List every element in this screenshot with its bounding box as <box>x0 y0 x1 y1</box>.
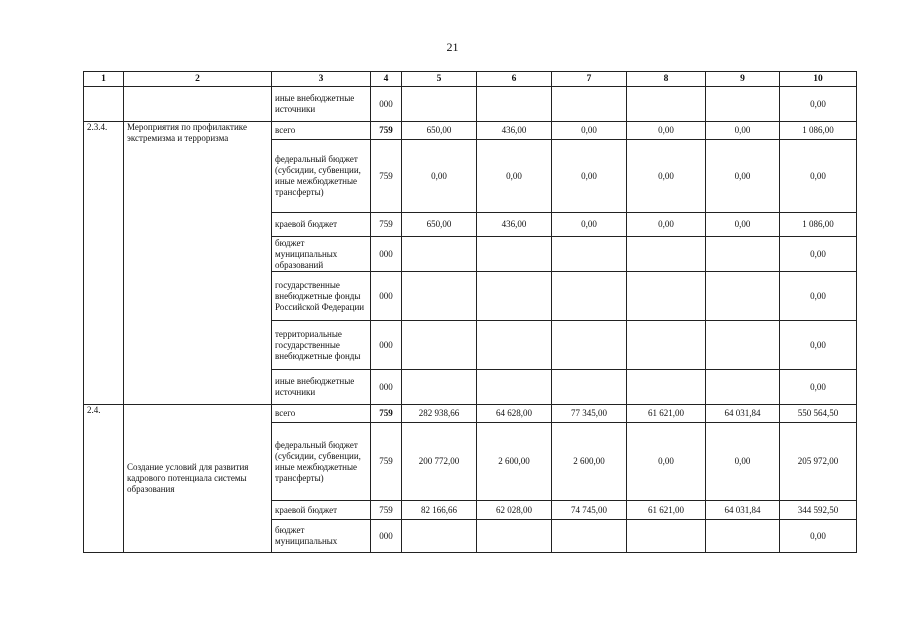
header-col-9: 9 <box>706 72 780 87</box>
amount-cell <box>552 87 627 122</box>
amount-cell: 0,00 <box>627 213 706 237</box>
funding-source-cell: краевой бюджет <box>272 501 371 520</box>
item-name-cell <box>124 87 272 122</box>
amount-cell <box>402 370 477 405</box>
header-col-7: 7 <box>552 72 627 87</box>
header-row <box>84 72 857 87</box>
funding-source-cell: федеральный бюджет (субсидии, субвенции, иные межбюджетные трансферты) <box>272 423 371 501</box>
header-col-2: 2 <box>124 72 272 87</box>
header-col-5: 5 <box>402 72 477 87</box>
amount-cell: 0,00 <box>627 122 706 140</box>
amount-cell: 1 086,00 <box>780 122 857 140</box>
item-number-cell <box>84 87 124 122</box>
table-row <box>84 122 857 140</box>
funding-source-cell: федеральный бюджет (субсидии, субвенции, иные межбюджетные трансферты) <box>272 140 371 213</box>
header-col-8: 8 <box>627 72 706 87</box>
amount-cell: 0,00 <box>706 213 780 237</box>
code-cell: 000 <box>371 87 402 122</box>
code-cell: 759 <box>371 213 402 237</box>
amount-cell: 344 592,50 <box>780 501 857 520</box>
amount-cell: 0,00 <box>780 237 857 272</box>
page-number: 21 <box>446 40 459 54</box>
amount-cell: 61 621,00 <box>627 501 706 520</box>
amount-cell: 0,00 <box>780 272 857 321</box>
amount-cell <box>477 272 552 321</box>
amount-cell <box>706 272 780 321</box>
code-cell: 759 <box>371 140 402 213</box>
header-col-1: 1 <box>84 72 124 87</box>
amount-cell <box>552 272 627 321</box>
amount-cell: 0,00 <box>780 321 857 370</box>
amount-cell: 0,00 <box>402 140 477 213</box>
amount-cell: 61 621,00 <box>627 405 706 423</box>
amount-cell <box>552 520 627 553</box>
header-col-10: 10 <box>780 72 857 87</box>
header-col-3: 3 <box>272 72 371 87</box>
amount-cell: 62 028,00 <box>477 501 552 520</box>
amount-cell <box>477 321 552 370</box>
amount-cell: 0,00 <box>706 140 780 213</box>
amount-cell <box>552 237 627 272</box>
table-row <box>84 405 857 423</box>
amount-cell <box>706 520 780 553</box>
item-number-cell: 2.4. <box>84 405 124 553</box>
code-cell: 759 <box>371 405 402 423</box>
amount-cell: 64 628,00 <box>477 405 552 423</box>
amount-cell <box>627 370 706 405</box>
amount-cell: 2 600,00 <box>477 423 552 501</box>
amount-cell <box>706 321 780 370</box>
header-col-4: 4 <box>371 72 402 87</box>
amount-cell <box>402 520 477 553</box>
item-name-cell: Мероприятия по профилактике экстремизма и терроризма <box>124 122 272 405</box>
amount-cell <box>477 520 552 553</box>
item-number-cell: 2.3.4. <box>84 122 124 405</box>
amount-cell <box>477 237 552 272</box>
amount-cell <box>706 370 780 405</box>
amount-cell: 0,00 <box>552 140 627 213</box>
amount-cell: 0,00 <box>477 140 552 213</box>
amount-cell <box>552 370 627 405</box>
amount-cell: 200 772,00 <box>402 423 477 501</box>
amount-cell <box>627 520 706 553</box>
amount-cell <box>402 272 477 321</box>
item-name-cell: Создание условий для развития кадрового потенциала системы образования <box>124 405 272 553</box>
amount-cell: 436,00 <box>477 213 552 237</box>
amount-cell <box>627 272 706 321</box>
amount-cell: 0,00 <box>780 370 857 405</box>
amount-cell: 0,00 <box>706 122 780 140</box>
amount-cell: 650,00 <box>402 213 477 237</box>
funding-source-cell: бюджет муниципальных <box>272 520 371 553</box>
code-cell: 759 <box>371 501 402 520</box>
amount-cell: 0,00 <box>780 140 857 213</box>
amount-cell: 205 972,00 <box>780 423 857 501</box>
header-col-6: 6 <box>477 72 552 87</box>
amount-cell <box>552 321 627 370</box>
funding-source-cell: иные внебюджетные источники <box>272 370 371 405</box>
funding-source-cell: всего <box>272 122 371 140</box>
amount-cell <box>627 237 706 272</box>
amount-cell: 64 031,84 <box>706 501 780 520</box>
amount-cell <box>402 237 477 272</box>
amount-cell <box>627 321 706 370</box>
amount-cell: 0,00 <box>552 122 627 140</box>
amount-cell: 550 564,50 <box>780 405 857 423</box>
amount-cell: 82 166,66 <box>402 501 477 520</box>
amount-cell: 650,00 <box>402 122 477 140</box>
amount-cell: 436,00 <box>477 122 552 140</box>
amount-cell <box>706 237 780 272</box>
code-cell: 759 <box>371 423 402 501</box>
funding-source-cell: краевой бюджет <box>272 213 371 237</box>
amount-cell: 0,00 <box>552 213 627 237</box>
budget-table <box>83 71 857 553</box>
amount-cell: 64 031,84 <box>706 405 780 423</box>
amount-cell <box>706 87 780 122</box>
amount-cell <box>627 87 706 122</box>
funding-source-cell: иные внебюджетные источники <box>272 87 371 122</box>
funding-source-cell: территориальные государственные внебюджетные фонды <box>272 321 371 370</box>
funding-source-cell: всего <box>272 405 371 423</box>
code-cell: 000 <box>371 237 402 272</box>
amount-cell: 74 745,00 <box>552 501 627 520</box>
table-row <box>84 87 857 122</box>
amount-cell: 1 086,00 <box>780 213 857 237</box>
code-cell: 000 <box>371 272 402 321</box>
code-cell: 759 <box>371 122 402 140</box>
funding-source-cell: бюджет муниципальных образований <box>272 237 371 272</box>
funding-source-cell: государственные внебюджетные фонды Российской Федерации <box>272 272 371 321</box>
amount-cell <box>402 321 477 370</box>
amount-cell: 0,00 <box>780 87 857 122</box>
code-cell: 000 <box>371 370 402 405</box>
code-cell: 000 <box>371 321 402 370</box>
amount-cell: 77 345,00 <box>552 405 627 423</box>
amount-cell: 0,00 <box>780 520 857 553</box>
amount-cell: 0,00 <box>627 423 706 501</box>
code-cell: 000 <box>371 520 402 553</box>
table-body <box>84 87 857 553</box>
amount-cell <box>402 87 477 122</box>
amount-cell: 282 938,66 <box>402 405 477 423</box>
amount-cell <box>477 87 552 122</box>
amount-cell: 0,00 <box>706 423 780 501</box>
amount-cell <box>477 370 552 405</box>
amount-cell: 0,00 <box>627 140 706 213</box>
amount-cell: 2 600,00 <box>552 423 627 501</box>
